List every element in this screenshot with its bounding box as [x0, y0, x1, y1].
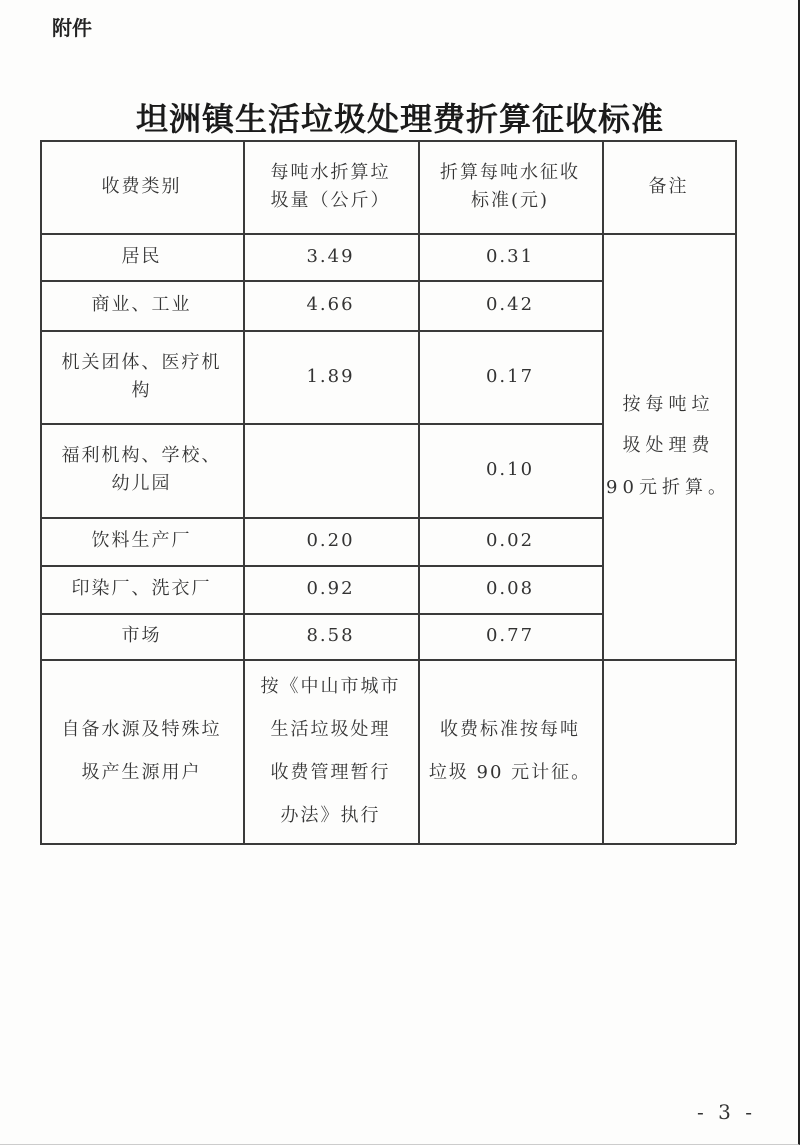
table-row-category: 商业、工业	[91, 294, 192, 316]
table-cell-fee: 0.42	[485, 294, 535, 316]
table-row-category: 饮料生产厂	[91, 530, 192, 552]
special-row-category: 自备水源及特殊垃 圾产生源用户	[61, 718, 222, 783]
table-row-category: 印染厂、洗衣厂	[71, 578, 212, 600]
table-cell-garbage: 4.66	[306, 294, 355, 316]
table-cell-garbage	[243, 423, 418, 517]
header-garbage-per-ton: 每吨水折算垃 圾量（公斤）	[270, 161, 391, 211]
header-remark: 备注	[648, 175, 689, 197]
table-row-category: 机关团体、医疗机 构	[61, 351, 222, 401]
special-row-fee: 收费标准按每吨 垃圾 90 元计征。	[428, 718, 592, 783]
table-row-category: 福利机构、学校、 幼儿园	[61, 445, 222, 494]
table-cell-garbage: 1.89	[306, 365, 355, 387]
special-row-remark	[602, 659, 735, 843]
table-cell-fee: 0.31	[485, 245, 535, 267]
table-cell-fee: 0.02	[485, 530, 535, 552]
table-row-category: 居民	[121, 245, 162, 267]
table-cell-garbage: 3.49	[306, 245, 355, 267]
table-cell-fee: 0.77	[485, 625, 535, 647]
table-cell-garbage: 8.58	[306, 625, 355, 647]
header-category: 收费类别	[101, 175, 182, 197]
table-cell-fee: 0.08	[485, 578, 535, 600]
table-cell-fee: 0.17	[485, 365, 535, 387]
table-cell-garbage: 0.92	[306, 578, 355, 600]
table-cell-garbage: 0.20	[306, 530, 355, 552]
table-cell-fee: 0.10	[485, 459, 535, 481]
header-fee-per-ton: 折算每吨水征收 标准(元)	[440, 161, 580, 211]
document-title: 坦洲镇生活垃圾处理费折算征收标准	[135, 100, 664, 138]
page-number: - 3 -	[697, 1100, 756, 1124]
special-row-garbage: 按《中山市城市 生活垃圾处理 收费管理暂行 办法》执行	[260, 675, 401, 827]
remark-merged-cell: 按每吨垃 圾处理费 90元折算。	[606, 393, 731, 498]
table-row-category: 市场	[121, 625, 162, 647]
attachment-label: 附件	[52, 16, 92, 40]
